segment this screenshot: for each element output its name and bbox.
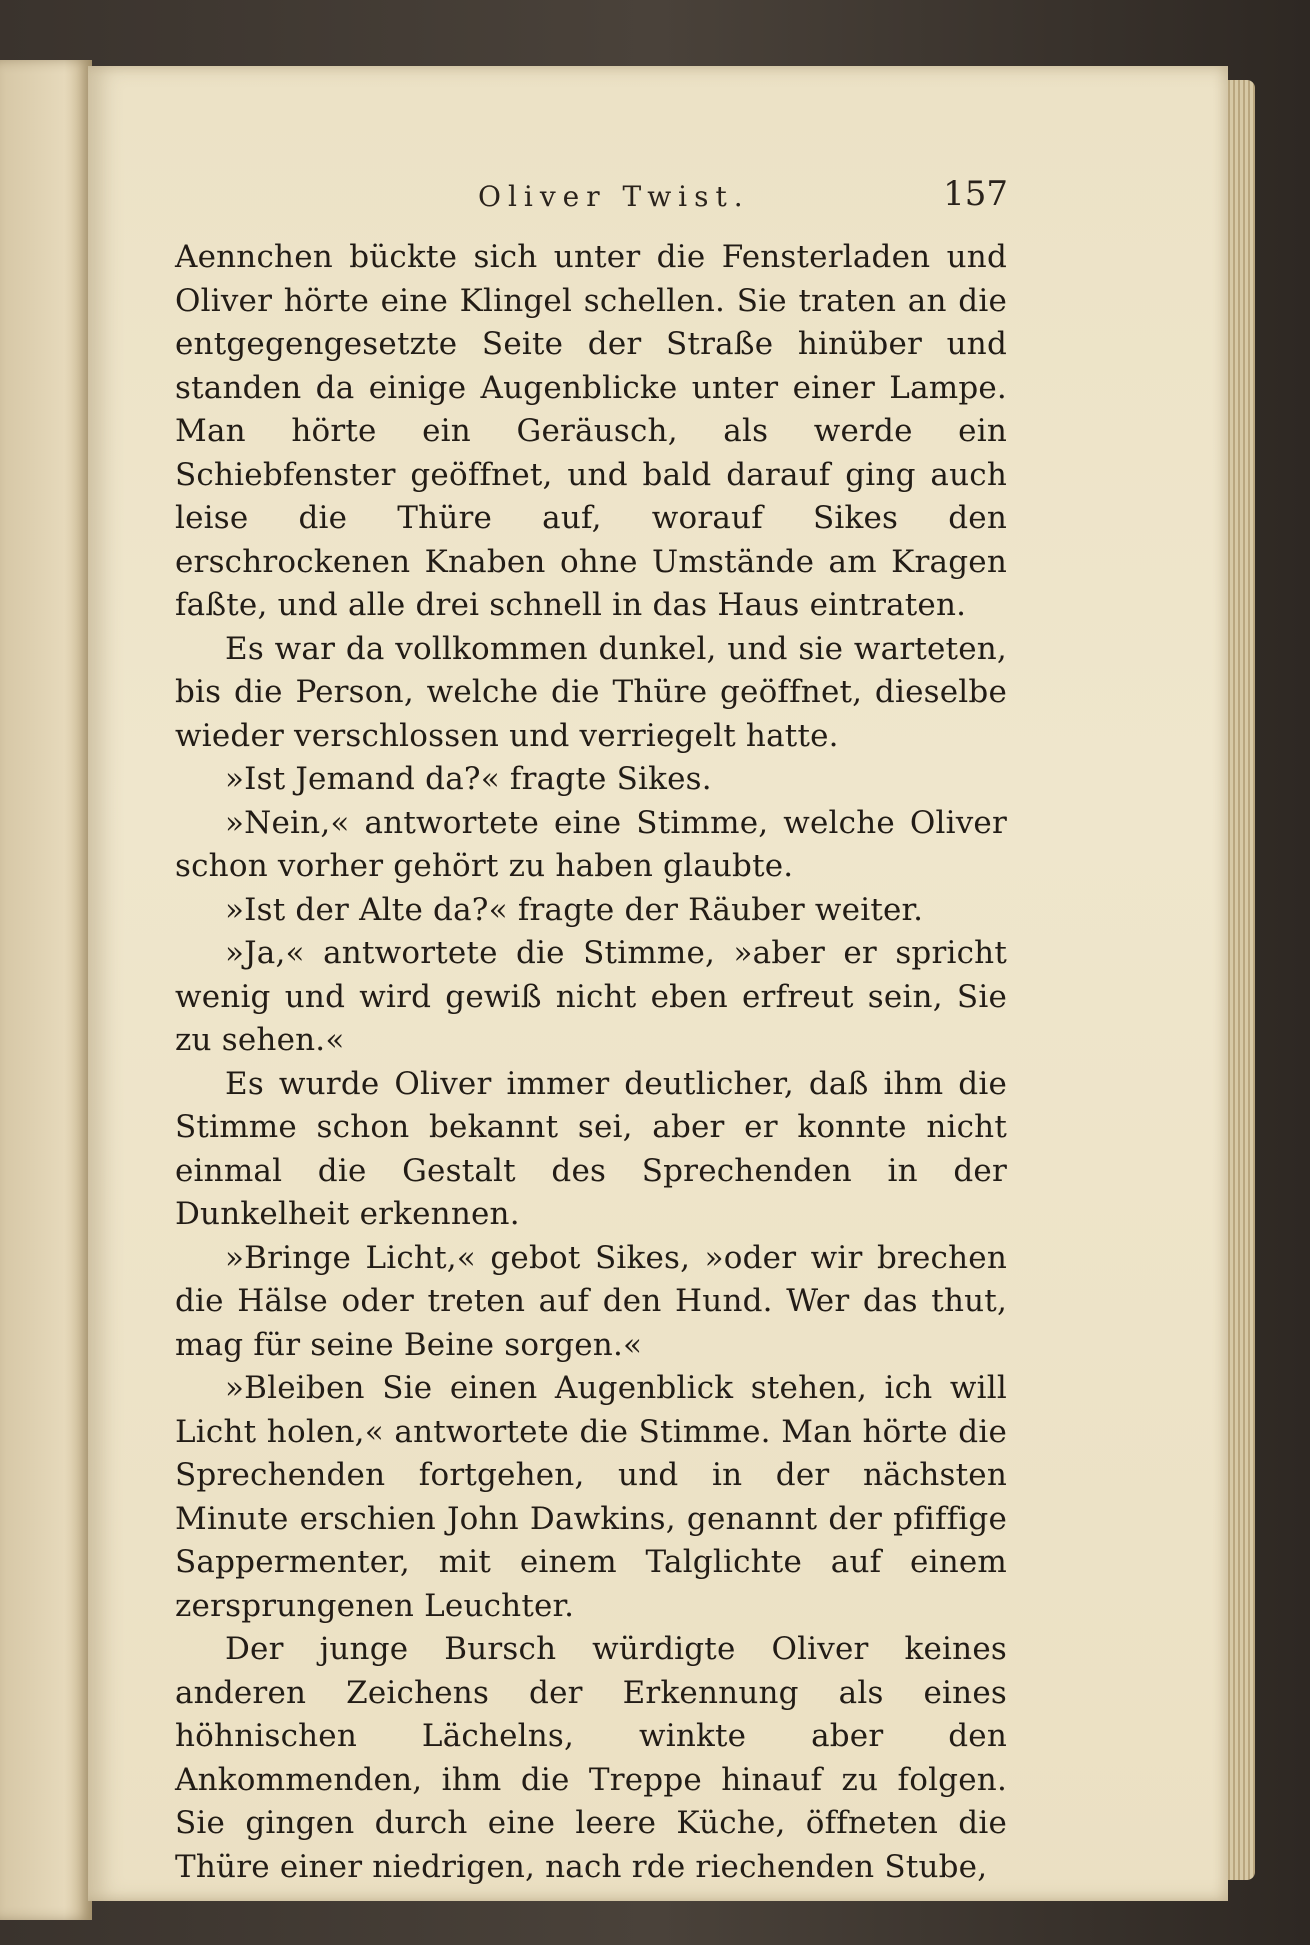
page-header [478,174,1008,226]
paragraph: »Ist Jemand da?« fragte Sikes. [225,761,712,797]
paragraph: Der junge Bursch würdigte Oliver keines anderen Zeichens der Erkennung als eines höhnischen Lächelns, winkte aber den Ankommenden, ihm die Treppe hinauf zu folgen. Sie gingen durch eine leere Küche, öffneten die Thüre einer niedrigen, nach rde riechenden Stube, [175,1631,1007,1885]
left-page-edge [0,60,92,1920]
paragraph: »Nein,« antwortete eine Stimme, welche Oliver schon vorher gehört zu haben glaubte. [175,804,1007,884]
paragraph: »Bleiben Sie einen Augenblick stehen, ich will Licht holen,« antwortete die Stimme. Man hörte die Sprechenden fortgehen, und in der nächsten Minute erschien John Dawkins, genannt der pfiffige Sappermenter, mit einem Talglichte auf einem zersprungenen Leuchter. [175,1370,1007,1624]
running-title: Oliver Twist. [478,180,750,213]
paragraph: »Ja,« antwortete die Stimme, »aber er spricht wenig und wird gewiß nicht eben erfreut sein, Sie zu sehen.« [175,935,1007,1058]
paragraph: »Ist der Alte da?« fragte der Räuber weiter. [225,891,924,928]
paragraph: Es war da vollkommen dunkel, und sie warteten, bis die Person, welche die Thüre geöffnet, dieselbe wieder verschlossen und verriegelt hatte. [175,630,1007,754]
paragraph: Aennchen bückte sich unter die Fensterladen und Oliver hörte eine Klingel schellen. Sie traten an die entgegengesetzte Seite der Straße hinüber und standen da einige Augenblicke unter einer Lampe. Man hörte ein Geräusch, als werde ein Schiebfenster geöffnet, und bald darauf ging auch leise die Thüre auf, worauf Sikes den erschrockenen Knaben ohne Umstände am Kragen faßte, und alle drei schnell in das Haus eintraten. [175,239,1007,623]
page-number: 157 [943,174,1008,214]
paragraph: »Bringe Licht,« gebot Sikes, »oder wir brechen die Hälse oder treten auf den Hund. Wer das thut, mag für seine Beine sorgen.« [175,1239,1007,1363]
paragraph: Es wurde Oliver immer deutlicher, daß ihm die Stimme schon bekannt sei, aber er konnte nicht einmal die Gestalt des Sprechenden in der Dunkelheit erkennen. [175,1065,1007,1232]
body-text [175,236,1007,1889]
